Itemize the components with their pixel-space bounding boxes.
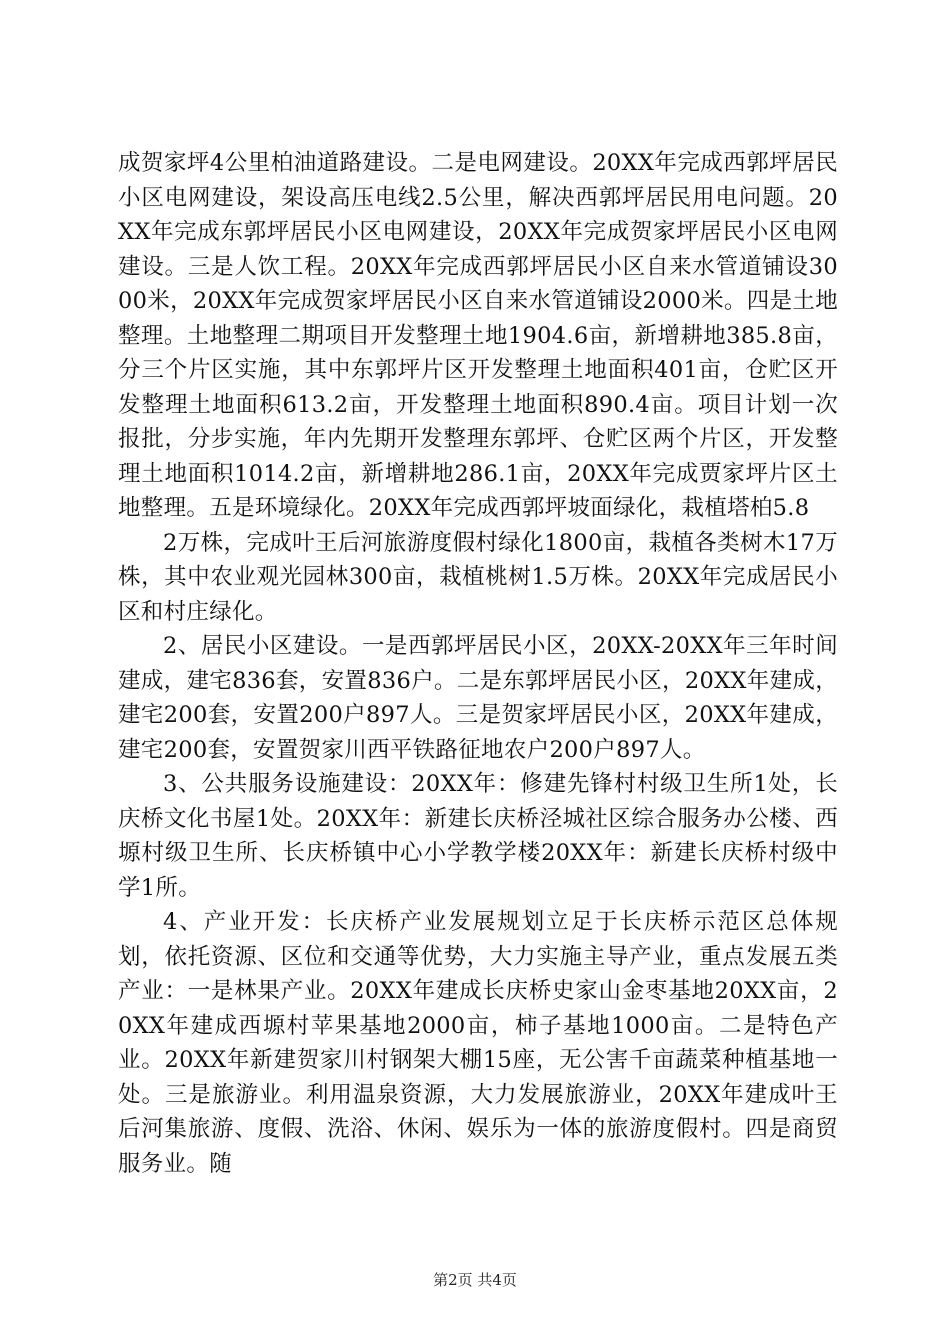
paragraph-residential-construction: 2、居民小区建设。一是西郭坪居民小区，20XX-20XX年三年时间建成，建宅836套，安置836户。二是东郭坪居民小区，20XX年建成，建宅200套，安置200户897人。三是贺家坪居民小区，20XX年建成，建宅200套，安置贺家川西平铁路征地农户200户897人。 [118, 633, 838, 763]
page-number-footer: 第2页 共4页 [433, 1271, 517, 1289]
document-body [118, 146, 838, 1181]
paragraph-industry-development: 4、产业开发：长庆桥产业发展规划立足于长庆桥示范区总体规划，依托资源、区位和交通等优势，大力实施主导产业，重点发展五类产业：一是林果产业。20XX年建成长庆桥史家山金枣基地20XX亩，20XX年建成西塬村苹果基地2000亩，柿子基地1000亩。二是特色产业。20XX年新建贺家川村钢架大棚15座，无公害千亩蔬菜种植基地一处。三是旅游业。利用温泉资源，大力发展旅游业，20XX年建成叶王后河集旅游、度假、洗浴、休闲、娱乐为一体的旅游度假村。四是商贸服务业。随 [118, 909, 838, 1177]
paragraph-public-services: 3、公共服务设施建设：20XX年：修建先锋村村级卫生所1处，长庆桥文化书屋1处。20XX年：新建长庆桥泾城社区综合服务办公楼、西塬村级卫生所、长庆桥镇中心小学教学楼20XX年：新建长庆桥村级中学1所。 [118, 771, 838, 901]
paragraph-tree-planting: 2万株，完成叶王后河旅游度假村绿化1800亩，栽植各类树木17万株，其中农业观光园林300亩，栽植桃树1.5万株。20XX年完成居民小区和村庄绿化。 [118, 529, 838, 625]
paragraph-road-grid-water-land-greening: 成贺家坪4公里柏油道路建设。二是电网建设。20XX年完成西郭坪居民小区电网建设，架设高压电线2.5公里，解决西郭坪居民用电问题。20XX年完成东郭坪居民小区电网建设，20XX年完成贺家坪居民小区电网建设。三是人饮工程。20XX年完成西郭坪居民小区自来水管道铺设3000米，20XX年完成贺家坪居民小区自来水管道铺设2000米。四是土地整理。土地整理二期项目开发整理土地1904.6亩，新增耕地385.8亩，分三个片区实施，其中东郭坪片区开发整理土地面积401亩，仓贮区开发整理土地面积613.2亩，开发整理土地面积890.4亩。项目计划一次报批，分步实施，年内先期开发整理东郭坪、仓贮区两个片区，开发整理土地面积1014.2亩，新增耕地286.1亩，20XX年完成贾家坪片区土地整理。五是环境绿化。20XX年完成西郭坪坡面绿化，栽植塔柏5.8 [118, 150, 838, 521]
